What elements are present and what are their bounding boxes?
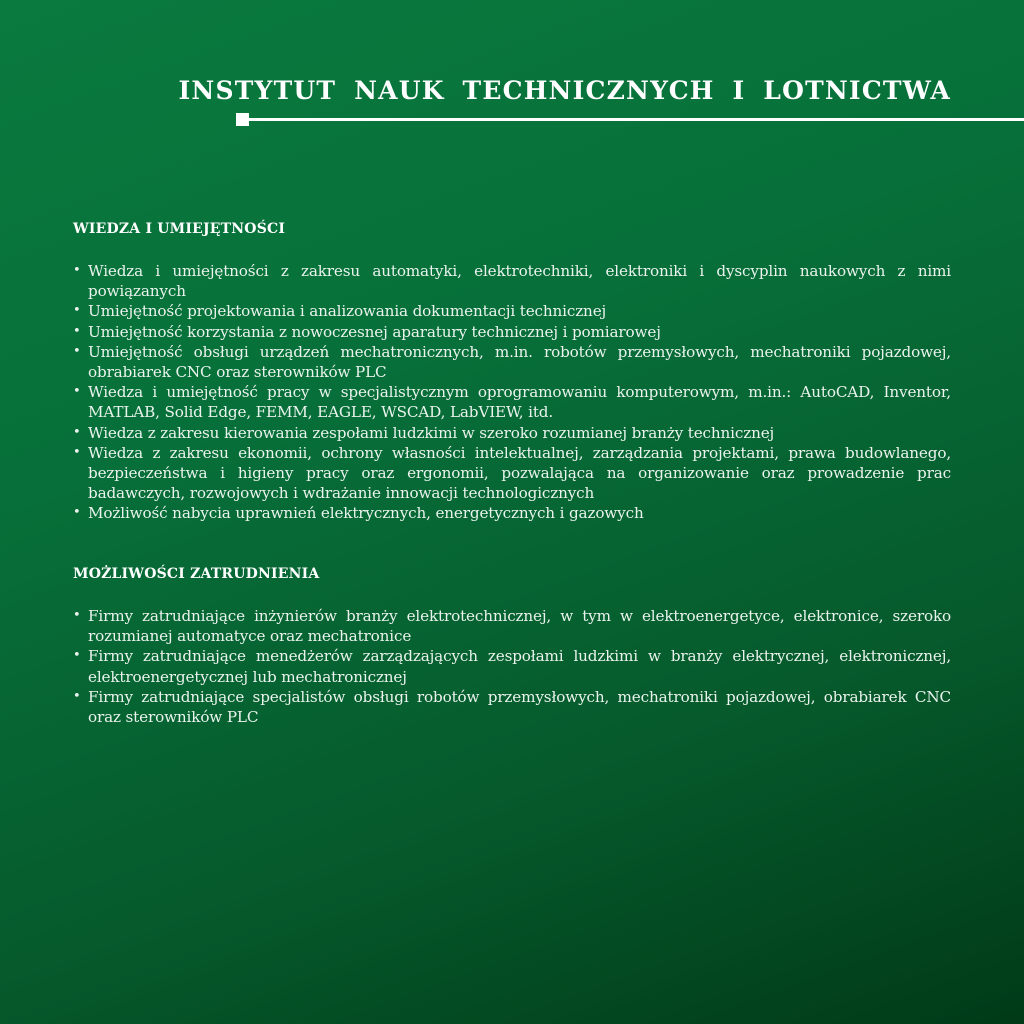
list-item-text: Firmy zatrudniające inżynierów branży elektrotechnicznej, w tym w elektroenergetyce, elektronice, szeroko rozumianej automatyce oraz mechatronice [88,607,951,646]
list-item [73,342,951,382]
bullet-icon: • [73,444,81,460]
list-item-text: Wiedza z zakresu kierowania zespołami ludzkimi w szeroko rozumianej branży technicznej [88,423,775,442]
list-item-text: Wiedza z zakresu ekonomii, ochrony własności intelektualnej, zarządzania projektami, prawa budowlanego, bezpieczeństwa i higieny pracy oraz ergonomii, pozwalająca na organizowanie oraz prowadzenie prac badawczych, rozwojowych i wdrażanie innowacji technologicznych [88,443,951,503]
bullet-icon: • [73,263,81,278]
bullet-icon: • [73,343,81,359]
list-item-text: Firmy zatrudniające menedżerów zarządzających zespołami ludzkimi w branży elektrycznej, elektronicznej, elektroenergetycznej lub mechatronicznej [88,647,951,686]
section-employment [73,566,951,727]
list-item [73,443,951,504]
employment-bullet-list [73,606,951,727]
list-item-text: Umiejętność korzystania z nowoczesnej aparatury technicznej i pomiarowej [88,322,661,341]
list-item-text: Wiedza i umiejętności z zakresu automatyki, elektrotechniki, elektroniki i dyscyplin naukowych z nimi powiązanych [88,262,951,301]
section-heading-knowledge: WIEDZA I UMIEJĘTNOŚCI [73,221,286,237]
list-item-text: Firmy zatrudniające specjalistów obsługi robotów przemysłowych, mechatroniki pojazdowej, obrabiarek CNC oraz sterowników PLC [88,687,951,727]
bullet-icon: • [73,608,81,623]
bullet-icon: • [73,303,81,319]
bullet-icon: • [73,648,81,664]
list-item-text: Wiedza i umiejętność pracy w specjalistycznym oprogramowaniu komputerowym, m.in.: AutoCAD, Inventor, MATLAB, Solid Edge, FEMM, EAGLE, WSCAD, LabVIEW, itd. [88,383,951,422]
institute-title: INSTYTUT NAUK TECHNICZNYCH I LOTNICTWA [178,76,951,105]
list-item [73,606,951,646]
bullet-icon: • [73,424,81,440]
list-item-text: Możliwość nabycia uprawnień elektrycznych, energetycznych i gazowych [88,504,644,523]
knowledge-bullet-list [73,261,951,524]
list-item [73,301,951,321]
list-item [73,382,951,422]
section-heading-employment: MOŻLIWOŚCI ZATRUDNIENIA [73,566,320,582]
list-item [73,646,951,686]
list-item [73,423,951,443]
bullet-icon: • [73,505,81,521]
list-item [73,503,951,523]
list-item-text: Umiejętność projektowania i analizowania dokumentacji technicznej [88,302,607,321]
header-divider-line [244,118,1024,121]
list-item [73,687,951,727]
section-knowledge-skills [73,221,951,524]
bullet-icon: • [73,323,81,339]
list-item-text: Umiejętność obsługi urządzeń mechatronicznych, m.in. robotów przemysłowych, mechatroniki pojazdowej, obrabiarek CNC oraz sterowników PLC [88,342,951,382]
bullet-icon: • [73,688,81,704]
bullet-icon: • [73,384,81,400]
list-item [73,322,951,342]
list-item [73,261,951,301]
